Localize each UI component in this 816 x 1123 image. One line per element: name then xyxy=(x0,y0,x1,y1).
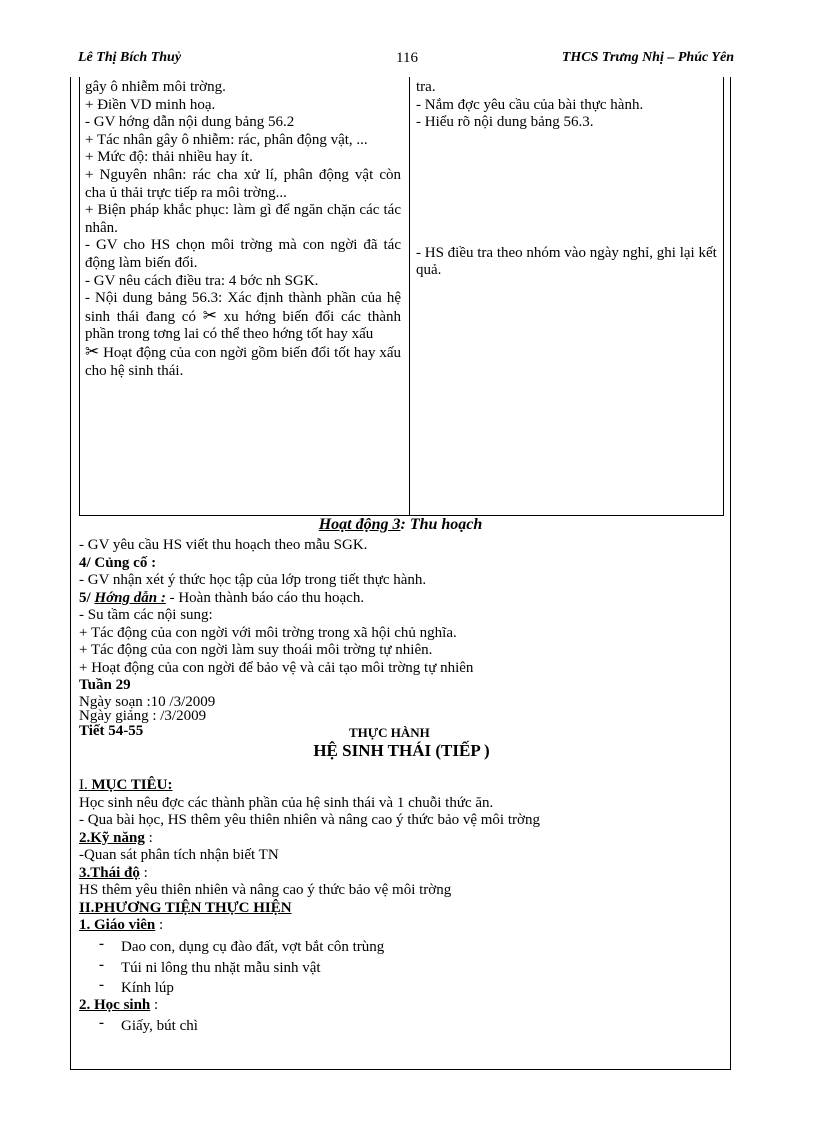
guide-label: Hớng dẫn : xyxy=(94,589,166,606)
column-divider xyxy=(409,77,410,515)
activity-table xyxy=(79,77,724,516)
text-line: -Quan sát phân tích nhận biết TN xyxy=(79,847,279,863)
text-line: HS thêm yêu thiên nhiên và nâng cao ý thức bảo vệ môi trờng xyxy=(79,882,452,898)
table-line: gây ô nhiễm môi trờng. xyxy=(85,79,226,95)
text-line: + Tác động của con ngời làm suy thoái môi trờng tự nhiên. xyxy=(79,642,433,658)
text-line: Học sinh nêu đợc các thành phần của hệ sinh thái và 1 chuỗi thức ăn. xyxy=(79,794,494,811)
table-line: - GV hớng dẫn nội dung bảng 56.2 xyxy=(85,114,295,131)
period-label: Tiết 54-55 xyxy=(79,722,144,739)
author-name: Lê Thị Bích Thuỷ xyxy=(78,50,182,65)
table-line: + Nguyên nhân: rác cha xử lí, phân động vật còn cha ủ thải trực tiếp ra môi trờng... xyxy=(85,166,401,201)
lesson-frame xyxy=(70,77,731,1070)
lesson-type: THỰC HÀNH xyxy=(349,724,430,740)
table-line: - Hiểu rõ nội dung bảng 56.3. xyxy=(416,114,594,131)
section-heading: I. MỤC TIÊU: xyxy=(79,777,173,793)
list-item: - Dao con, dụng cụ đào đất, vợt bắt côn trùng xyxy=(99,935,385,955)
teach-date: Ngày giảng : /3/2009 xyxy=(79,707,207,724)
table-line: + Tác nhân gây ô nhiễm: rác, phân động vật, ... xyxy=(85,131,368,148)
page-number: 116 xyxy=(396,50,418,66)
prep-date: Ngày soạn :10 /3/2009 xyxy=(79,693,216,710)
table-line: + Điền VD minh hoạ. xyxy=(85,96,216,113)
list-item: - Kính lúp xyxy=(99,976,174,996)
list-item: - Giấy, bút chì xyxy=(99,1015,198,1034)
scissor-icon: ✂ xyxy=(202,305,217,326)
text-line: - GV yêu cầu HS viết thu hoạch theo mẫu SGK. xyxy=(79,537,368,553)
table-line: - Nội dung bảng 56.3: Xác định thành phần của hệ sinh thái đang có ✂ xu hớng biến đổi các thành phần trong tơng lai có thể theo hớng tốt hay xấu xyxy=(85,290,401,343)
section-heading: 2. Học sinh : xyxy=(79,996,159,1013)
scissor-icon: ✂ xyxy=(85,341,100,362)
text-line: 5/ Hớng dẫn : - Hoàn thành báo cáo thu hoạch. xyxy=(79,589,365,606)
lesson-title: HỆ SINH THÁI (TIẾP ) xyxy=(313,740,490,760)
activity3-heading xyxy=(71,516,730,534)
activity3-title: : Thu hoạch xyxy=(400,516,483,533)
page-header xyxy=(78,50,734,70)
section-heading: 1. Giáo viên : xyxy=(79,917,164,933)
text-line: + Hoạt động của con ngời để bảo vệ và cải tạo môi trờng tự nhiên xyxy=(79,659,474,676)
table-line: + Mức độ: thải nhiều hay ít. xyxy=(85,149,253,166)
table-line: - GV nêu cách điều tra: 4 bớc nh SGK. xyxy=(85,272,319,289)
table-line: - HS điều tra theo nhóm vào ngày nghỉ, ghi lại kết quả. xyxy=(416,244,717,279)
section-heading: 2.Kỹ năng : xyxy=(79,829,153,846)
table-line: ✂ Hoạt động của con ngời gồm biến đổi tốt hay xấu cho hệ sinh thái. xyxy=(85,341,402,379)
teacher-materials-list xyxy=(79,937,724,997)
text-line: + Tác động của con ngời với môi trờng trong xã hội chủ nghĩa. xyxy=(79,624,457,641)
table-line: tra. xyxy=(416,79,436,95)
activity3-label: Hoạt động 3 xyxy=(318,516,401,533)
text-line: - Qua bài học, HS thêm yêu thiên nhiên và nâng cao ý thức bảo vệ môi trờng xyxy=(79,812,540,828)
table-line: - Nắm đợc yêu cầu của bài thực hành. xyxy=(416,96,644,113)
period-row xyxy=(79,723,724,740)
week-label: Tuần 29 xyxy=(79,677,131,693)
student-materials-list xyxy=(79,1016,724,1037)
text-line: - Su tầm các nội sung: xyxy=(79,607,213,623)
school-name: THCS Trưng Nhị – Phúc Yên xyxy=(561,50,734,65)
list-item: - Túi ni lông thu nhặt mẫu sinh vật xyxy=(99,956,321,976)
section-heading: 3.Thái độ : xyxy=(79,864,148,881)
teacher-activity-column xyxy=(85,79,401,380)
lesson-body xyxy=(79,537,724,1037)
section-heading: 4/ Củng cố : xyxy=(79,554,157,571)
student-activity-column xyxy=(416,79,721,280)
table-line: + Biện pháp khắc phục: làm gì để ngăn chặn các tác nhân. xyxy=(85,202,401,236)
table-line: - GV cho HS chọn môi trờng mà con ngời đã tác động làm biến đổi. xyxy=(85,237,401,271)
section-heading: II.PHƯƠNG TIỆN THỰC HIỆN xyxy=(79,899,292,916)
text-line: - GV nhận xét ý thức học tập của lớp trong tiết thực hành. xyxy=(79,572,427,588)
